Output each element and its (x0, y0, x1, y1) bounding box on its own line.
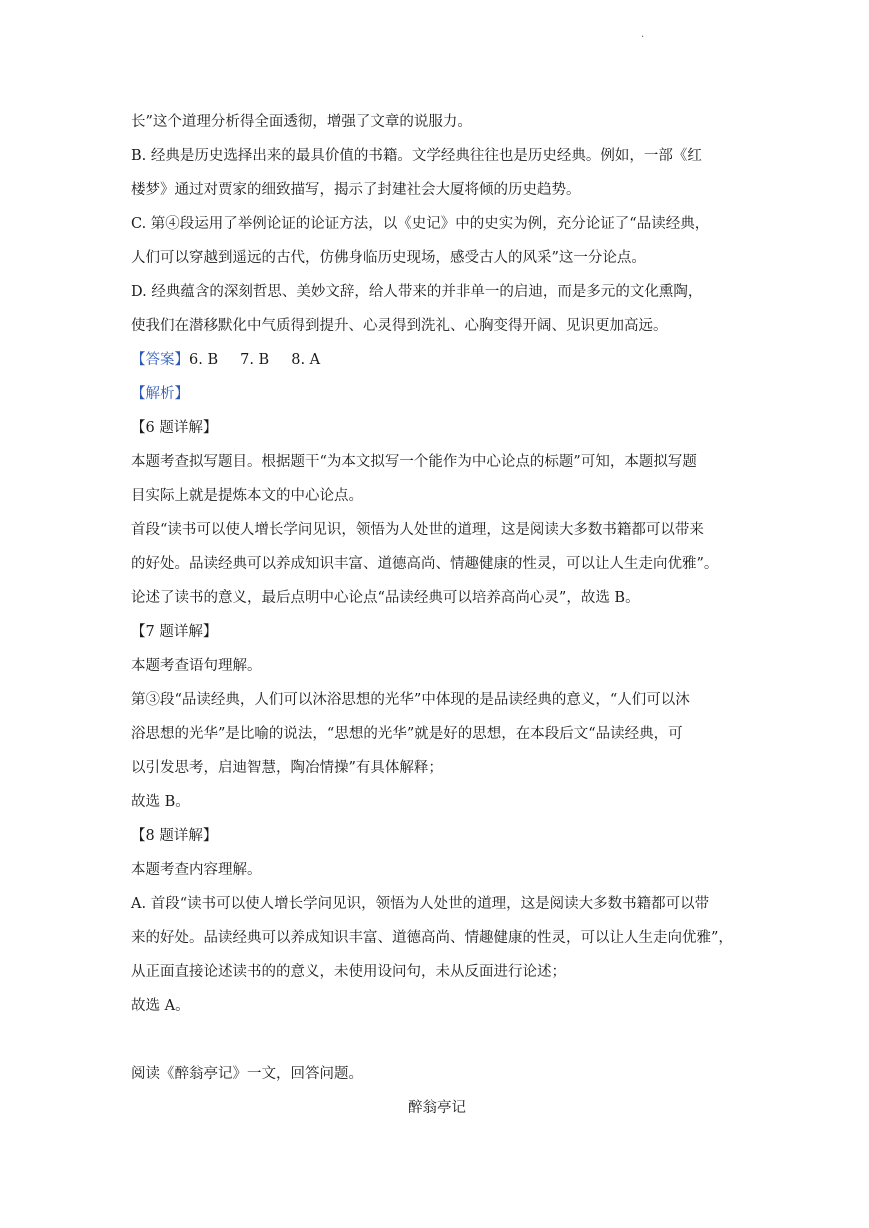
q8-line: 故选 A。 (131, 998, 190, 1014)
q6-explanation (131, 411, 743, 615)
q6-line: 的好处。品读经典可以养成知识丰富、道德高尚、情趣健康的性灵，可以让人生走向优雅”。 (131, 556, 719, 572)
option-b (131, 139, 743, 207)
q8-heading: 【8 题详解】 (131, 828, 218, 844)
q6-heading: 【6 题详解】 (131, 420, 218, 436)
q8-line: 本题考查内容理解。 (131, 862, 262, 878)
option-c-line: C. 第④段运用了举例论证的论证方法，以《史记》中的史实为例，充分论证了“品读经典， (131, 216, 710, 232)
paragraph-line: 长”这个道理分析得全面透彻，增强了文章的说服力。 (131, 114, 472, 130)
option-d-line: D. 经典蕴含的深刻哲思、美妙文辞，给人带来的并非单一的启迪，而是多元的文化熏陶， (131, 284, 703, 300)
q8-line: 从正面直接论述读书的的意义，未使用设问句，未从反面进行论述； (131, 964, 566, 980)
q7-line: 第③段“品读经典，人们可以沐浴思想的光华”中体现的是品读经典的意义，“人们可以沐 (131, 692, 690, 708)
q6-line: 本题考查拟写题目。根据题干“为本文拟写一个能作为中心论点的标题”可知，本题拟写题 (131, 454, 697, 470)
q7-line: 故选 B。 (131, 794, 190, 810)
q8-line: 来的好处。品读经典可以养成知识丰富、道德高尚、情趣健康的性灵，可以让人生走向优雅”， (131, 930, 733, 946)
analysis-label: 【解析】 (131, 386, 189, 402)
option-d (131, 275, 743, 343)
q7-line: 浴思想的光华”是比喻的说法，“思想的光华”就是好的思想，在本段后文“品读经典，可 (131, 726, 683, 742)
q6-line: 首段“读书可以使人增长学问见识，领悟为人处世的道理，这是阅读大多数书籍都可以带来 (131, 522, 704, 538)
q7-heading: 【7 题详解】 (131, 624, 218, 640)
answer-item: 6. B (189, 352, 219, 368)
answer-item: 8. A (291, 352, 321, 368)
q8-line: A. 首段“读书可以使人增长学问见识，领悟为人处世的道理，这是阅读大多数书籍都可以带 (131, 896, 710, 912)
q8-explanation (131, 819, 743, 1023)
passage-title: 醉翁亭记 (408, 1100, 466, 1116)
option-b-line: 楼梦》通过对贾家的细致描写，揭示了封建社会大厦将倾的历史趋势。 (131, 182, 581, 198)
q7-line: 以引发思考，启迪智慧，陶冶情操”有具体解释； (131, 760, 443, 776)
q6-line: 论述了读书的意义，最后点明中心论点“品读经典可以培养高尚心灵”，故选 B。 (131, 590, 640, 606)
option-c-line: 人们可以穿越到遥远的古代，仿佛身临历史现场，感受古人的风采”这一分论点。 (131, 250, 646, 266)
answer-item: 7. B (240, 352, 270, 368)
option-b-line: B. 经典是历史选择出来的最具价值的书籍。文学经典往往也是历史经典。例如，一部《红 (131, 148, 702, 164)
answer-line (131, 343, 743, 377)
q6-line: 目实际上就是提炼本文的中心论点。 (131, 488, 363, 504)
option-d-line: 使我们在潜移默化中气质得到提升、心灵得到洗礼、心胸变得开阔、见识更加高远。 (131, 318, 668, 334)
answer-label: 【答案】 (131, 352, 189, 368)
reading-instruction: 阅读《醉翁亭记》一文，回答问题。 (131, 1066, 363, 1082)
q7-explanation (131, 615, 743, 819)
option-c (131, 207, 743, 275)
document-body (131, 105, 743, 1125)
q7-line: 本题考查语句理解。 (131, 658, 262, 674)
section-gap (131, 1023, 743, 1057)
corner-mark: . (641, 29, 645, 40)
